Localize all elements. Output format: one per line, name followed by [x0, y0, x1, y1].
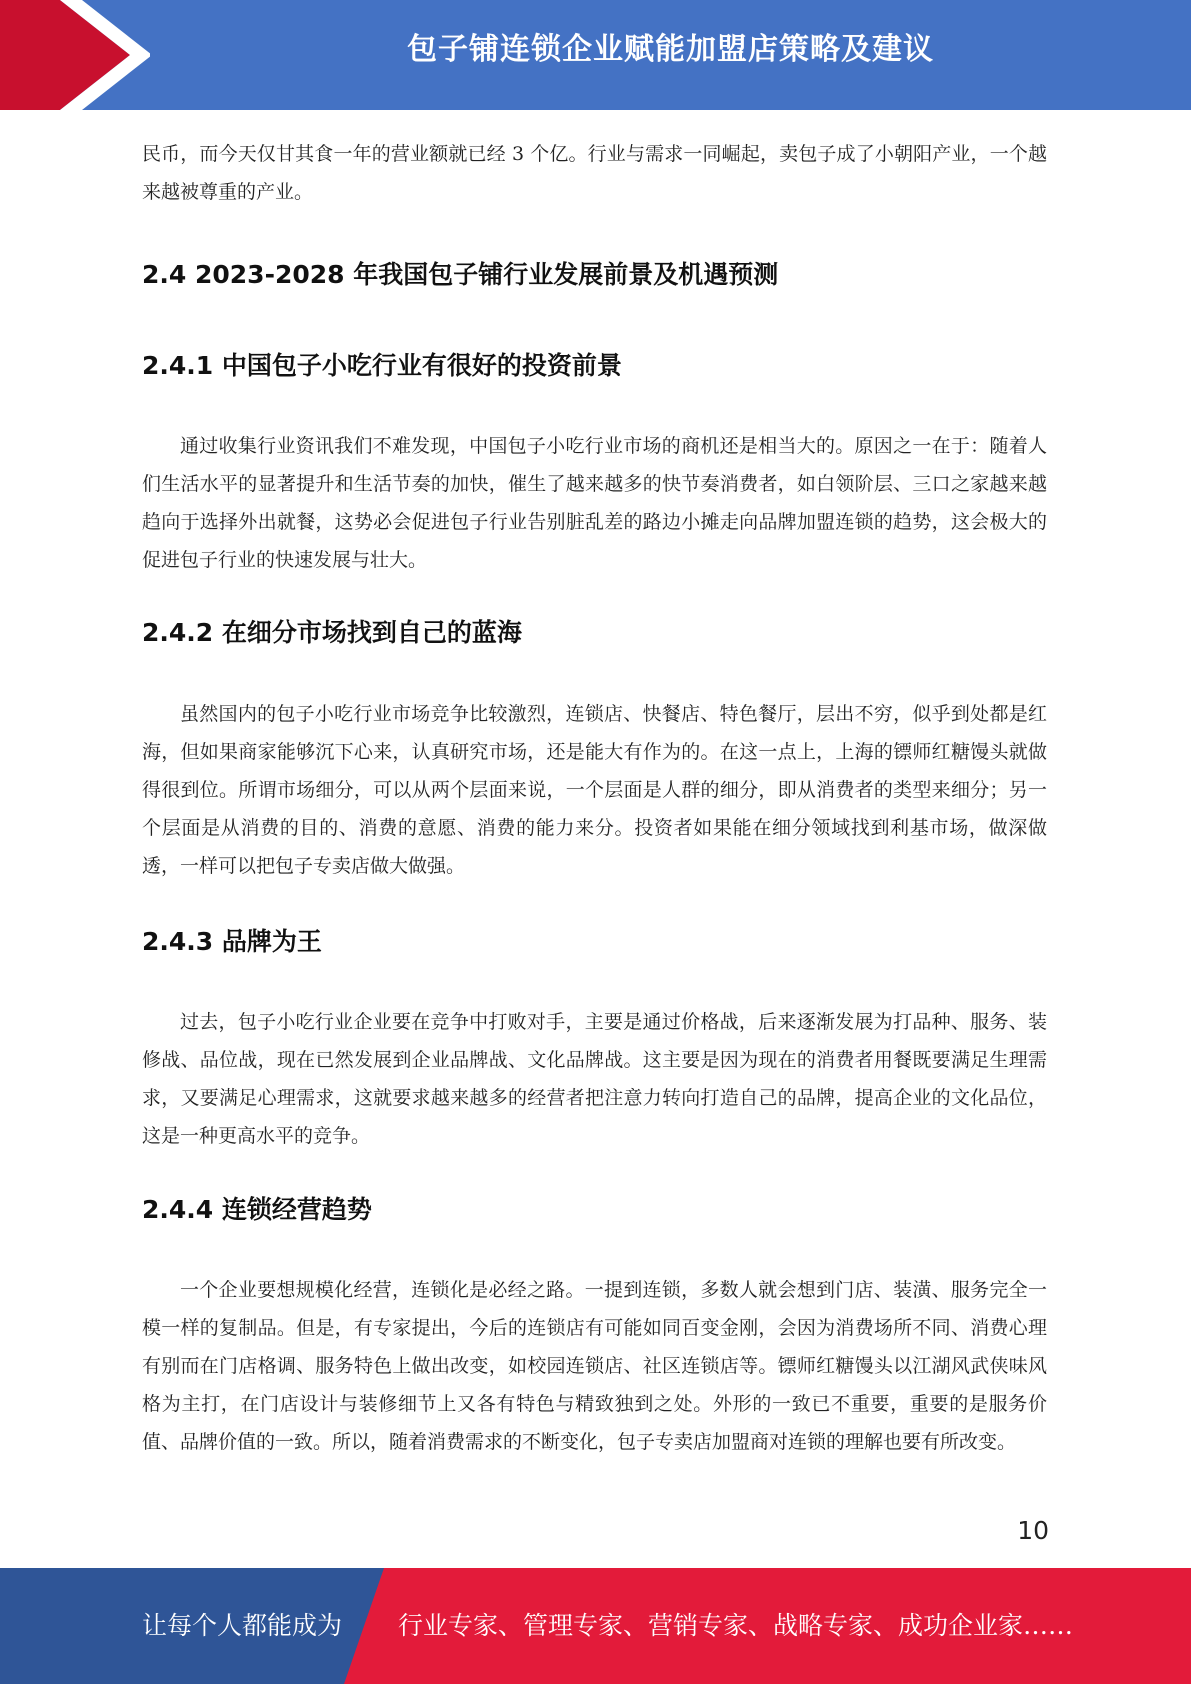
- section-heading-2-4: 2.4 2023-2028 年我国包子铺行业发展前景及机遇预测: [142, 260, 779, 289]
- section-heading-2-4-2: 2.4.2 在细分市场找到自己的蓝海: [142, 618, 522, 647]
- intro-paragraph: 民币，而今天仅甘其食一年的营业额就已经 3 个亿。行业与需求一同崛起，卖包子成了小朝阳产业，一个越来越被尊重的产业。: [142, 143, 1047, 203]
- section-heading-2-4-4: 2.4.4 连锁经营趋势: [142, 1195, 372, 1224]
- page-footer: [0, 1568, 1191, 1684]
- section-heading-2-4-3: 2.4.3 品牌为王: [142, 927, 322, 956]
- footer-slogan-right: 行业专家、管理专家、营销专家、战略专家、成功企业家……: [398, 1611, 1074, 1640]
- section-paragraph-2-4-1: 通过收集行业资讯我们不难发现，中国包子小吃行业市场的商机还是相当大的。原因之一在于：随着人们生活水平的显著提升和生活节奏的加快，催生了越来越多的快节奏消费者，如白领阶层、三口之家越来越趋向于选择外出就餐，这势必会促进包子行业告别脏乱差的路边小摊走向品牌加盟连锁的趋势，这会极大的促进包子行业的快速发展与壮大。: [142, 435, 1047, 571]
- section-paragraph-2-4-2: 虽然国内的包子小吃行业市场竞争比较激烈，连锁店、快餐店、特色餐厅，层出不穷，似乎到处都是红海，但如果商家能够沉下心来，认真研究市场，还是能大有作为的。在这一点上，上海的镖师红糖馒头就做得很到位。所谓市场细分，可以从两个层面来说，一个层面是人群的细分，即从消费者的类型来细分；另一个层面是从消费的目的、消费的意愿、消费的能力来分。投资者如果能在细分领域找到利基市场，做深做透，一样可以把包子专卖店做大做强。: [142, 703, 1047, 877]
- section-paragraph-2-4-3: 过去，包子小吃行业企业要在竞争中打败对手，主要是通过价格战，后来逐渐发展为打品种、服务、装修战、品位战，现在已然发展到企业品牌战、文化品牌战。这主要是因为现在的消费者用餐既要满足生理需求，又要满足心理需求，这就要求越来越多的经营者把注意力转向打造自己的品牌，提高企业的文化品位，这是一种更高水平的竞争。: [142, 1011, 1047, 1147]
- section-paragraph-2-4-4: 一个企业要想规模化经营，连锁化是必经之路。一提到连锁，多数人就会想到门店、装潢、服务完全一模一样的复制品。但是，有专家提出，今后的连锁店有可能如同百变金刚，会因为消费场所不同、消费心理有别而在门店格调、服务特色上做出改变，如校园连锁店、社区连锁店等。镖师红糖馒头以江湖风武侠味风格为主打，在门店设计与装修细节上又各有特色与精致独到之处。外形的一致已不重要，重要的是服务价值、品牌价值的一致。所以，随着消费需求的不断变化，包子专卖店加盟商对连锁的理解也要有所改变。: [142, 1279, 1047, 1453]
- page-header: [0, 0, 1191, 110]
- page-number: 10: [1017, 1516, 1049, 1545]
- header-chevron-decoration: [0, 0, 150, 110]
- document-title: 包子铺连锁企业赋能加盟店策略及建议: [407, 32, 934, 67]
- section-heading-2-4-1: 2.4.1 中国包子小吃行业有很好的投资前景: [142, 351, 622, 380]
- footer-slogan-left: 让每个人都能成为: [142, 1611, 343, 1640]
